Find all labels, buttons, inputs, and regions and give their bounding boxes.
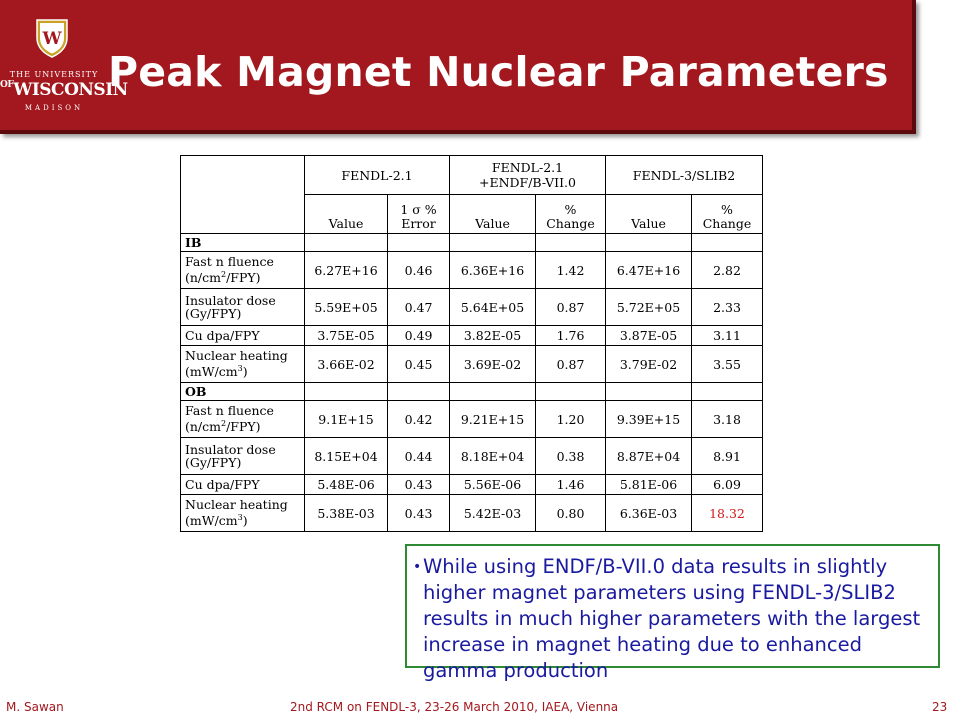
empty-cell — [305, 234, 388, 252]
value-cell: 0.87 — [536, 346, 606, 383]
empty-cell — [606, 234, 692, 252]
empty-cell — [692, 234, 763, 252]
value-cell: 9.39E+15 — [606, 401, 692, 438]
value-cell: 5.64E+05 — [450, 289, 536, 326]
value-cell: 3.11 — [692, 326, 763, 346]
value-cell: 6.47E+16 — [606, 252, 692, 289]
value-cell: 0.43 — [388, 495, 450, 532]
empty-cell — [450, 234, 536, 252]
table-group-header-row — [181, 156, 763, 195]
row-label: Cu dpa/FPY — [181, 326, 305, 346]
group-header-fendl21-endf: FENDL-2.1 +ENDF/B-VII.0 — [450, 156, 606, 195]
value-cell: 0.49 — [388, 326, 450, 346]
group-header-fendl21: FENDL-2.1 — [305, 156, 450, 195]
value-cell: 5.48E-06 — [305, 475, 388, 495]
value-cell: 5.81E-06 — [606, 475, 692, 495]
sub-header-change: % Change — [536, 195, 606, 234]
value-cell: 5.72E+05 — [606, 289, 692, 326]
value-cell: 6.36E+16 — [450, 252, 536, 289]
logo-line-madison: MADISON — [24, 104, 84, 112]
value-cell: 8.87E+04 — [606, 438, 692, 475]
table-row — [181, 326, 763, 346]
table-row — [181, 438, 763, 475]
value-cell: 3.55 — [692, 346, 763, 383]
section-row — [181, 234, 763, 252]
page-title: Peak Magnet Nuclear Parameters — [108, 48, 889, 96]
empty-cell — [388, 383, 450, 401]
empty-cell — [305, 383, 388, 401]
logo-wisconsin-word: WISCONSIN — [13, 80, 128, 100]
group-header-fendl3: FENDL-3/SLIB2 — [606, 156, 763, 195]
value-cell: 0.80 — [536, 495, 606, 532]
table-row — [181, 495, 763, 532]
footer-page-number: 23 — [932, 700, 948, 714]
section-row — [181, 383, 763, 401]
value-cell: 0.47 — [388, 289, 450, 326]
value-cell: 0.46 — [388, 252, 450, 289]
value-cell: 3.18 — [692, 401, 763, 438]
empty-cell — [388, 234, 450, 252]
sub-header-value: Value — [305, 195, 388, 234]
value-cell: 3.75E-05 — [305, 326, 388, 346]
value-cell: 0.43 — [388, 475, 450, 495]
table-body — [181, 234, 763, 532]
row-label: Insulator dose (Gy/FPY) — [181, 289, 305, 326]
section-label: OB — [181, 383, 305, 401]
value-cell: 5.59E+05 — [305, 289, 388, 326]
footer-event: 2nd RCM on FENDL-3, 23-26 March 2010, IAEA, Vienna — [290, 700, 619, 714]
value-cell: 5.42E-03 — [450, 495, 536, 532]
summary-text-block — [413, 554, 933, 684]
empty-cell — [606, 383, 692, 401]
header-banner — [0, 0, 916, 134]
value-cell: 6.27E+16 — [305, 252, 388, 289]
value-cell: 8.18E+04 — [450, 438, 536, 475]
value-cell: 8.91 — [692, 438, 763, 475]
row-label: Cu dpa/FPY — [181, 475, 305, 495]
row-label: Nuclear heating $(mW/cm^3)$ — [181, 346, 305, 383]
logo-line-university: THE UNIVERSITY — [9, 70, 99, 79]
table-row — [181, 289, 763, 326]
row-label: Fast n fluence $(n/cm^2/FPY)$ — [181, 401, 305, 438]
value-cell: 1.76 — [536, 326, 606, 346]
value-cell: 1.46 — [536, 475, 606, 495]
value-cell: 9.1E+15 — [305, 401, 388, 438]
parameters-table — [180, 155, 763, 532]
row-label: Insulator dose (Gy/FPY) — [181, 438, 305, 475]
value-cell: 1.20 — [536, 401, 606, 438]
value-cell: 5.38E-03 — [305, 495, 388, 532]
summary-box — [405, 544, 940, 682]
crest-icon — [34, 18, 70, 58]
value-cell: 1.42 — [536, 252, 606, 289]
row-label: Nuclear heating $(mW/cm^3)$ — [181, 495, 305, 532]
value-cell: 0.87 — [536, 289, 606, 326]
table-row — [181, 346, 763, 383]
sub-header-error: 1 σ % Error — [388, 195, 450, 234]
section-label: IB — [181, 234, 305, 252]
value-cell: 3.82E-05 — [450, 326, 536, 346]
table-row — [181, 252, 763, 289]
sub-header-value: Value — [450, 195, 536, 234]
value-cell: 0.45 — [388, 346, 450, 383]
row-label: Fast n fluence $(n/cm^2/FPY)$ — [181, 252, 305, 289]
crest-letter: W — [42, 29, 62, 49]
value-cell: 6.09 — [692, 475, 763, 495]
empty-cell — [536, 383, 606, 401]
value-cell: 3.69E-02 — [450, 346, 536, 383]
value-cell: 8.15E+04 — [305, 438, 388, 475]
empty-cell — [692, 383, 763, 401]
table-row — [181, 475, 763, 495]
empty-cell — [536, 234, 606, 252]
value-cell: 3.87E-05 — [606, 326, 692, 346]
value-cell: 9.21E+15 — [450, 401, 536, 438]
value-cell: 3.66E-02 — [305, 346, 388, 383]
logo-of: OF — [0, 80, 14, 90]
table-corner-cell — [181, 156, 305, 234]
value-cell: 6.36E-03 — [606, 495, 692, 532]
bullet-icon: • — [413, 559, 422, 575]
value-cell: 0.42 — [388, 401, 450, 438]
value-cell: 18.32 — [692, 495, 763, 532]
value-cell: 5.56E-06 — [450, 475, 536, 495]
logo-line-wisconsin — [0, 80, 128, 100]
sub-header-change: % Change — [692, 195, 763, 234]
empty-cell — [450, 383, 536, 401]
table-row — [181, 401, 763, 438]
university-logo — [0, 18, 128, 128]
value-cell: 0.44 — [388, 438, 450, 475]
summary-text: While using ENDF/B-VII.0 data results in slightly higher magnet parameters using FENDL-3/SLIB2 results in much higher parameters with the largest increase in magnet heating due to enhanced gamma production — [423, 555, 921, 682]
footer-author: M. Sawan — [6, 700, 64, 714]
value-cell: 3.79E-02 — [606, 346, 692, 383]
value-cell: 0.38 — [536, 438, 606, 475]
value-cell: 2.82 — [692, 252, 763, 289]
value-cell: 2.33 — [692, 289, 763, 326]
sub-header-value: Value — [606, 195, 692, 234]
